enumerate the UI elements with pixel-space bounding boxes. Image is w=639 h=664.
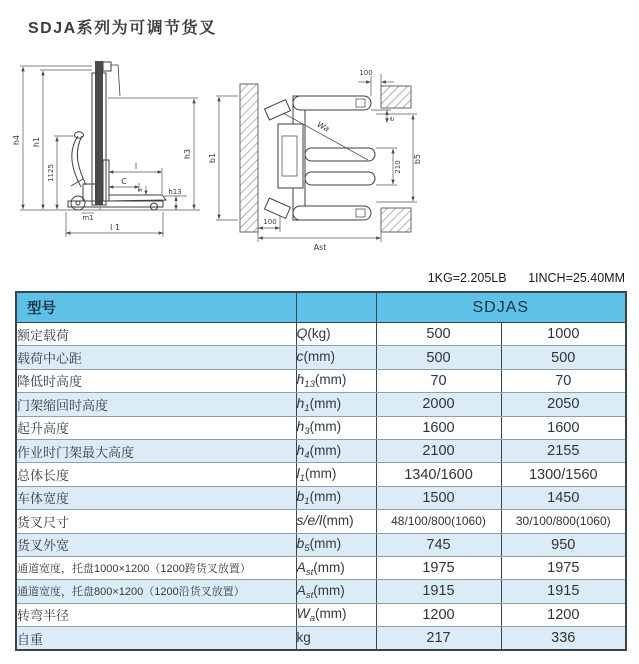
spec-symbol-cell xyxy=(296,369,376,392)
model-header-cell: 型号 xyxy=(16,292,296,323)
dim-label-210: 210 xyxy=(394,160,402,174)
mast-top-bracket xyxy=(103,62,111,71)
symbol-unit: (mm) xyxy=(309,489,342,505)
spec-symbol-cell xyxy=(296,439,376,462)
spec-label-cell: 车体宽度 xyxy=(16,486,296,509)
symbol-main: s/e/l xyxy=(296,511,323,528)
spec-value-cell-2: 500 xyxy=(501,346,626,369)
table-row xyxy=(16,580,626,603)
unit-conversion-note xyxy=(410,271,625,285)
dim-label-100-top: 100 xyxy=(359,69,373,77)
pump-body xyxy=(83,184,96,201)
dim-label-l1: l 1 xyxy=(110,223,120,232)
inch-conversion: 1INCH=25.40MM xyxy=(528,271,625,285)
spec-label-cell: 额定载荷 xyxy=(16,323,296,346)
symbol-unit: (mm) xyxy=(309,395,342,411)
spec-table xyxy=(15,291,627,651)
table-row xyxy=(16,463,626,486)
spec-label-cell: 总体长度 xyxy=(16,463,296,486)
symbol-main: b xyxy=(296,535,305,552)
spec-value-cell-1: 70 xyxy=(376,369,501,392)
symbol-unit: (mm) xyxy=(309,442,342,458)
swivel-wheel-top xyxy=(265,100,291,120)
spec-value-cell-2: 336 xyxy=(501,627,626,651)
symbol-main: c xyxy=(296,348,304,365)
symbol-unit: (mm) xyxy=(309,536,342,552)
spec-symbol-cell xyxy=(296,323,376,346)
dim-label-c: C xyxy=(121,177,127,186)
fork-middle-upper xyxy=(305,148,375,161)
left-wall xyxy=(240,84,258,232)
symbol-main: h xyxy=(296,371,305,388)
table-row xyxy=(16,323,626,346)
table-row xyxy=(16,603,626,626)
spec-value-cell-1: 2100 xyxy=(376,439,501,462)
symbol-unit: (mm) xyxy=(322,512,354,528)
dim-label-h4: h4 xyxy=(12,134,21,146)
symbol-main: h xyxy=(296,441,305,458)
symbol-subscript: 1 xyxy=(304,402,310,414)
spec-symbol-cell xyxy=(296,393,376,416)
pump-unit xyxy=(282,136,297,176)
spec-value-cell-2: 30/100/800(1060) xyxy=(501,510,626,533)
spec-symbol-cell xyxy=(296,346,376,369)
spec-value-cell-2: 2050 xyxy=(501,393,626,416)
stacker-top-structure xyxy=(265,96,375,220)
dim-label-b1: b1 xyxy=(208,152,217,164)
table-row xyxy=(16,346,626,369)
page-title: SDJA系列为可调节货叉 xyxy=(28,20,217,37)
table-row xyxy=(16,416,626,439)
table-row xyxy=(16,627,626,651)
symbol-unit: (mm) xyxy=(313,582,345,598)
spec-value-cell-1: 1975 xyxy=(376,556,501,579)
dim-label-e: e xyxy=(388,116,396,122)
kg-conversion: 1KG=2.205LB xyxy=(427,271,507,285)
symbol-header-cell xyxy=(296,292,376,323)
symbol-main: l xyxy=(296,465,300,482)
spec-value-cell-1: 1915 xyxy=(376,580,501,603)
symbol-subscript: st xyxy=(305,589,314,601)
spec-value-cell-2: 1300/1560 xyxy=(501,463,626,486)
symbol-main: b xyxy=(296,488,305,505)
table-row xyxy=(16,486,626,509)
spec-label-cell: 载荷中心距 xyxy=(16,346,296,369)
tiller-outer xyxy=(72,136,81,187)
swivel-wheel-bottom xyxy=(265,198,291,218)
spec-symbol-cell xyxy=(296,533,376,556)
symbol-main: A xyxy=(296,558,306,575)
wheel-hub xyxy=(76,201,80,205)
table-row xyxy=(16,439,626,462)
table-row xyxy=(16,556,626,579)
spec-value-cell-2: 1600 xyxy=(501,416,626,439)
spec-label-cell: 起升高度 xyxy=(16,416,296,439)
symbol-main: h xyxy=(296,418,305,435)
dim-label-l: l xyxy=(134,162,138,171)
spec-table-header-row xyxy=(16,292,626,323)
spec-label-cell: 降低时高度 xyxy=(16,369,296,392)
dim-label-100-bottom: 100 xyxy=(263,218,277,226)
spec-symbol-cell xyxy=(296,486,376,509)
spec-value-cell-2: 1200 xyxy=(501,603,626,626)
spec-value-cell-1: 217 xyxy=(376,627,501,651)
spec-value-cell-2: 1000 xyxy=(501,323,626,346)
side-view-dimensions xyxy=(20,66,200,237)
symbol-unit: kg xyxy=(296,629,311,645)
spec-value-cell-1: 2000 xyxy=(376,393,501,416)
table-row xyxy=(16,369,626,392)
stacker-side-structure xyxy=(68,61,166,210)
symbol-main: W xyxy=(296,605,310,622)
series-header-cell: SDJAS xyxy=(376,292,626,323)
symbol-subscript: 3 xyxy=(304,426,310,438)
spec-symbol-cell xyxy=(296,510,376,533)
symbol-unit: (mm) xyxy=(315,606,347,622)
tiller-grip xyxy=(75,132,84,138)
spec-value-cell-2: 70 xyxy=(501,369,626,392)
symbol-subscript: a xyxy=(309,613,316,625)
symbol-unit: (mm) xyxy=(314,372,347,388)
dim-label-b5: b5 xyxy=(413,153,422,165)
spec-symbol-cell xyxy=(296,580,376,603)
symbol-main: Q xyxy=(296,324,308,341)
fork-middle-lower xyxy=(305,172,375,185)
spec-value-cell-2: 1975 xyxy=(501,556,626,579)
spec-symbol-cell xyxy=(296,603,376,626)
symbol-main: A xyxy=(296,581,306,598)
spec-value-cell-2: 2155 xyxy=(501,439,626,462)
symbol-unit: (kg) xyxy=(307,325,331,341)
symbol-subscript: 13 xyxy=(304,379,315,391)
inner-mast xyxy=(95,61,103,205)
spec-label-cell: 货叉尺寸 xyxy=(16,510,296,533)
spec-value-cell-1: 1500 xyxy=(376,486,501,509)
profile-line xyxy=(111,65,120,96)
spec-label-cell: 转弯半径 xyxy=(16,603,296,626)
spec-value-cell-2: 1450 xyxy=(501,486,626,509)
side-view-drawing xyxy=(8,56,220,268)
spec-label-cell: 门架缩回时高度 xyxy=(16,393,296,416)
right-wall-bottom xyxy=(381,208,411,232)
dim-label-h1: h1 xyxy=(32,136,41,148)
symbol-unit: (mm) xyxy=(303,349,335,365)
spec-value-cell-2: 950 xyxy=(501,533,626,556)
spec-value-cell-1: 1200 xyxy=(376,603,501,626)
symbol-subscript: 5 xyxy=(304,543,310,555)
symbol-subscript: 4 xyxy=(304,449,310,461)
table-row xyxy=(16,510,626,533)
table-row xyxy=(16,393,626,416)
spec-symbol-cell xyxy=(296,556,376,579)
dim-label-wa: Wa xyxy=(315,119,331,134)
straddle-leg xyxy=(68,201,163,207)
spec-label-cell: 自重 xyxy=(16,627,296,651)
dim-label-h3: h3 xyxy=(183,148,192,160)
spec-label-cell: 作业时门架最大高度 xyxy=(16,439,296,462)
table-row xyxy=(16,533,626,556)
dim-label-ast: Ast xyxy=(313,243,327,252)
dim-label-h13: h13 xyxy=(168,188,182,196)
spec-value-cell-1: 48/100/800(1060) xyxy=(376,510,501,533)
release-lever xyxy=(71,179,83,186)
dim-label-m1: m1 xyxy=(82,214,94,222)
fork-blade xyxy=(109,195,166,201)
spec-symbol-cell xyxy=(296,463,376,486)
spec-value-cell-1: 500 xyxy=(376,323,501,346)
symbol-unit: (mm) xyxy=(313,559,345,575)
spec-label-cell: 通道宽度，托盘1000×1200（1200跨货叉放置） xyxy=(16,556,296,579)
spec-value-cell-1: 1340/1600 xyxy=(376,463,501,486)
spec-value-cell-1: 500 xyxy=(376,346,501,369)
right-wall-top xyxy=(381,86,411,108)
spec-value-cell-1: 1600 xyxy=(376,416,501,439)
symbol-unit: (mm) xyxy=(304,466,337,482)
dim-label-1125: 1125 xyxy=(47,164,55,182)
top-view-drawing xyxy=(208,56,440,268)
spec-label-cell: 通道宽度，托盘800×1200（1200沿货叉放置） xyxy=(16,580,296,603)
spec-symbol-cell xyxy=(296,627,376,651)
symbol-unit: (mm) xyxy=(309,419,342,435)
fork-top-tip-detail xyxy=(356,99,365,107)
spec-symbol-cell xyxy=(296,416,376,439)
symbol-subscript: 1 xyxy=(299,473,305,485)
symbol-subscript: 1 xyxy=(304,496,310,508)
dim-label-s: s xyxy=(136,188,144,192)
tiller-inner xyxy=(77,136,86,185)
symbol-subscript: st xyxy=(305,566,314,578)
spec-value-cell-1: 745 xyxy=(376,533,501,556)
spec-label-cell: 货叉外宽 xyxy=(16,533,296,556)
symbol-main: h xyxy=(296,394,305,411)
spec-value-cell-2: 1915 xyxy=(501,580,626,603)
fork-bottom-tip-detail xyxy=(356,209,365,217)
